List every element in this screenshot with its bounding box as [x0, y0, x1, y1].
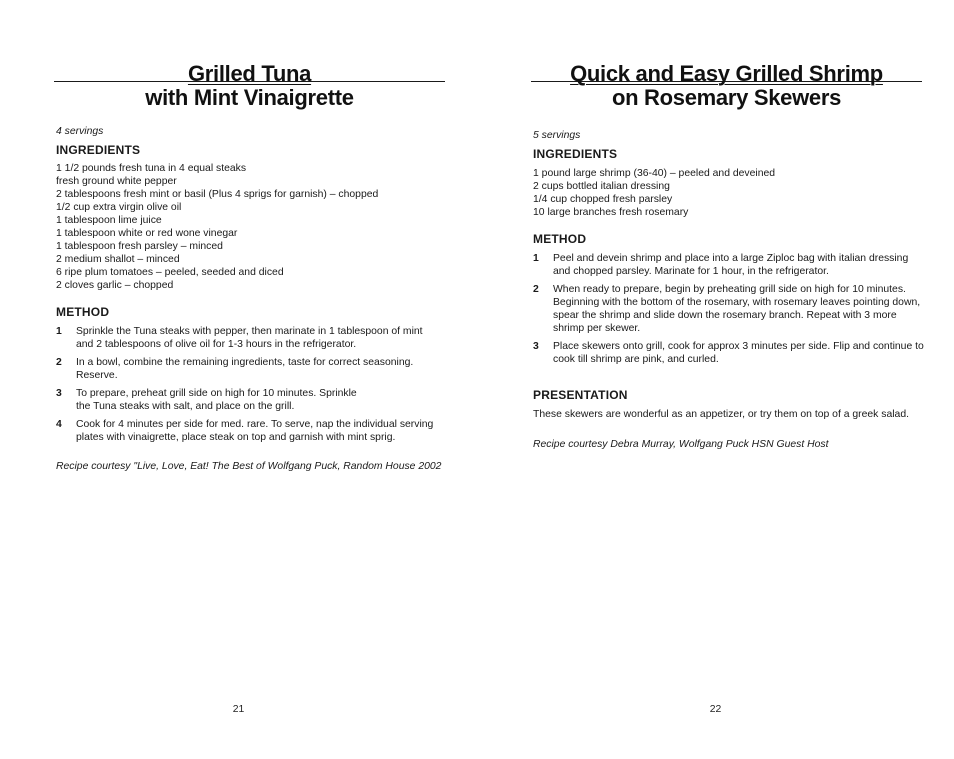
- ingredient-item: 2 cloves garlic – chopped: [56, 280, 174, 291]
- ingredient-item: 2 medium shallot – minced: [56, 254, 180, 265]
- step-number: 1: [56, 326, 62, 337]
- ingredients-heading: INGREDIENTS: [533, 147, 618, 161]
- step-text: To prepare, preheat grill side on high for 10 minutes. Sprinkle the Tuna steaks with salt, and place on the grill.: [76, 388, 357, 412]
- ingredient-item: 1/4 cup chopped fresh parsley: [533, 194, 673, 205]
- page-number: 21: [232, 704, 245, 715]
- recipe-title-line1: Quick and Easy Grilled Shrimp: [570, 61, 883, 86]
- recipe-title-line2: on Rosemary Skewers: [611, 85, 842, 110]
- step-text: Cook for 4 minutes per side for med. rare. To serve, nap the individual serving plates with vinaigrette, place steak on top and garnish with mint sprig.: [76, 419, 434, 443]
- ingredient-item: 1 pound large shrimp (36-40) – peeled and deveined: [533, 168, 776, 179]
- ingredient-item: 1 1/2 pounds fresh tuna in 4 equal steaks: [56, 163, 247, 174]
- ingredient-item: 1/2 cup extra virgin olive oil: [56, 202, 182, 213]
- servings: 4 servings: [56, 126, 104, 137]
- recipe-title-line2: with Mint Vinaigrette: [145, 85, 354, 110]
- step-text: Sprinkle the Tuna steaks with pepper, then marinate in 1 tablespoon of mint and 2 tablespoons of olive oil for 1-3 hours in the refrigerator.: [76, 326, 423, 350]
- method-steps: [533, 252, 925, 366]
- ingredient-item: fresh ground white pepper: [56, 176, 177, 187]
- ingredients-heading: INGREDIENTS: [56, 143, 141, 157]
- recipe-credit: Recipe courtesy "Live, Love, Eat! The Best of Wolfgang Puck, Random House 2002: [56, 461, 442, 472]
- method-step: [56, 356, 436, 382]
- step-number: 4: [56, 419, 62, 430]
- step-text: When ready to prepare, begin by preheating grill side on high for 10 minutes. Beginning with the bottom of the rosemary, with rosemary leaves pointing down, spear the shrimp and slide down the rosemary branch. Repeat with 3 more shrimp per skewer.: [553, 284, 921, 334]
- step-text: In a bowl, combine the remaining ingredients, taste for correct seasoning. Reserve.: [76, 357, 414, 381]
- method-step: [533, 340, 925, 366]
- ingredient-item: 6 ripe plum tomatoes – peeled, seeded and diced: [56, 267, 284, 278]
- method-heading: METHOD: [56, 305, 110, 319]
- method-steps: [56, 325, 436, 444]
- recipe-title-line1: Grilled Tuna: [187, 61, 312, 86]
- presentation-text: These skewers are wonderful as an appetizer, or try them on top of a greek salad.: [533, 409, 909, 420]
- ingredient-item: 2 cups bottled italian dressing: [533, 181, 670, 192]
- ingredient-item: 10 large branches fresh rosemary: [533, 207, 689, 218]
- ingredients-list: [533, 167, 925, 219]
- presentation-heading: PRESENTATION: [533, 388, 628, 402]
- step-text: Place skewers onto grill, cook for approx 3 minutes per side. Flip and continue to cook till shrimp are pink, and curled.: [553, 341, 924, 365]
- method-step: [56, 325, 436, 351]
- step-number: 2: [56, 357, 62, 368]
- method-step: [533, 252, 925, 278]
- step-number: 2: [533, 284, 539, 295]
- ingredients-list: [56, 162, 456, 292]
- recipe-body: [533, 129, 925, 451]
- recipe-title: [531, 62, 922, 110]
- ingredient-item: 2 tablespoons fresh mint or basil (Plus 4 sprigs for garnish) – chopped: [56, 189, 379, 200]
- recipe-credit: Recipe courtesy Debra Murray, Wolfgang Puck HSN Guest Host: [533, 439, 829, 450]
- ingredient-item: 1 tablespoon white or red wone vinegar: [56, 228, 238, 239]
- recipe-body: [56, 125, 456, 473]
- method-step: [533, 283, 925, 335]
- recipe-page-right: [477, 0, 954, 759]
- method-heading: METHOD: [533, 232, 587, 246]
- recipe-title: [54, 62, 445, 110]
- step-number: 3: [56, 388, 62, 399]
- step-text: Peel and devein shrimp and place into a large Ziploc bag with italian dressing and chopped parsley. Marinate for 1 hour, in the refrigerator.: [553, 253, 909, 277]
- servings: 5 servings: [533, 130, 581, 141]
- ingredient-item: 1 tablespoon fresh parsley – minced: [56, 241, 223, 252]
- method-step: [56, 387, 436, 413]
- method-step: [56, 418, 436, 444]
- ingredient-item: 1 tablespoon lime juice: [56, 215, 162, 226]
- page-number: 22: [709, 704, 722, 715]
- step-number: 1: [533, 253, 539, 264]
- step-number: 3: [533, 341, 539, 352]
